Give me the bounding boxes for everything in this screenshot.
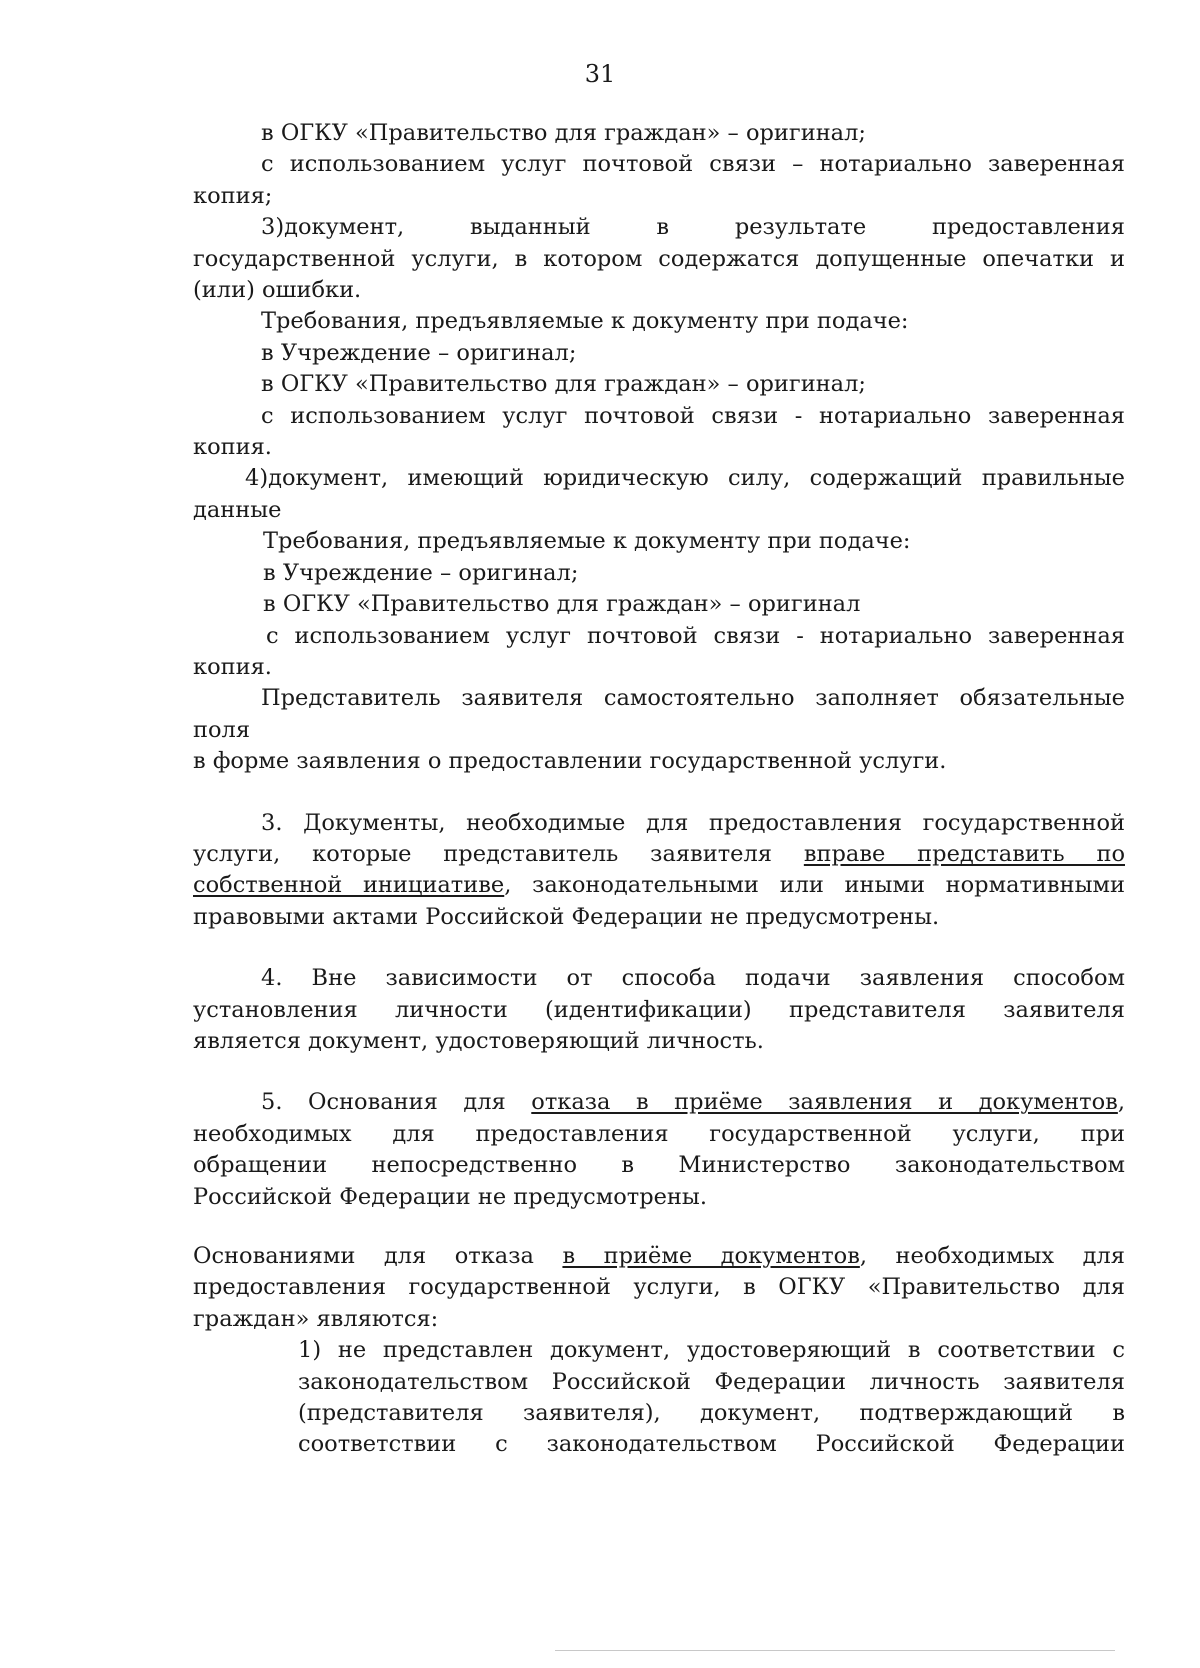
document-body xyxy=(193,118,1125,1461)
text-line xyxy=(193,839,1125,870)
text-line: (или) ошибки. xyxy=(193,277,362,304)
text-line: в Учреждение – оригинал; xyxy=(263,559,579,586)
spacer xyxy=(193,1213,1125,1241)
text-line: (представителя заявителя), документ, подтверждающий в xyxy=(298,1400,1125,1427)
text-line: 1) не представлен документ, удостоверяющий в соответствии с xyxy=(298,1337,1125,1364)
page-number: 31 xyxy=(584,60,616,88)
underlined-phrase: в приёме документов xyxy=(562,1243,860,1269)
text-line: правовыми актами Российской Федерации не предусмотрены. xyxy=(193,903,940,930)
text-line: необходимых для предоставления государственной услуги, при xyxy=(193,1120,1125,1147)
text-line: копия; xyxy=(193,182,273,209)
text-span: 5. Основания для xyxy=(261,1089,532,1116)
text-line: в форме заявления о предоставлении государственной услуги. xyxy=(193,748,947,775)
text-span: , необходимых для xyxy=(859,1243,1125,1269)
text-line: 4)документ, имеющий юридическую силу, содержащий правильные xyxy=(245,465,1125,492)
text-line: в ОГКУ «Правительство для граждан» – оригинал; xyxy=(261,371,866,398)
spacer xyxy=(193,778,1125,808)
text-line: поля xyxy=(193,716,251,743)
text-line: данные xyxy=(193,496,282,523)
text-line: Представитель заявителя самостоятельно заполняет обязательные xyxy=(261,685,1125,712)
text-span: , xyxy=(1117,1089,1125,1116)
text-line: в ОГКУ «Правительство для граждан» – оригинал; xyxy=(261,120,866,146)
text-line: в Учреждение – оригинал; xyxy=(261,339,577,366)
text-line: предоставления государственной услуги, в ОГКУ «Правительство для xyxy=(193,1274,1125,1301)
text-line xyxy=(193,1087,1125,1118)
text-line: с использованием услуг почтовой связи – нотариально заверенная xyxy=(261,151,1125,178)
text-line: граждан» являются: xyxy=(193,1305,439,1332)
text-line: Российской Федерации не предусмотрены. xyxy=(193,1183,707,1210)
text-line: 3)документ, выданный в результате предоставления xyxy=(261,214,1125,241)
text-line: в ОГКУ «Правительство для граждан» – оригинал xyxy=(263,591,861,618)
text-line: законодательством Российской Федерации личность заявителя xyxy=(298,1368,1125,1395)
text-line: с использованием услуг почтовой связи - нотариально заверенная xyxy=(261,402,1125,429)
text-line: является документ, удостоверяющий личность. xyxy=(193,1027,764,1054)
text-span: Основаниями для отказа xyxy=(193,1243,563,1269)
text-line: установления личности (идентификации) представителя заявителя xyxy=(193,996,1125,1023)
underlined-phrase: собственной инициативе xyxy=(193,872,505,899)
text-span: услуги, которые представитель заявителя xyxy=(193,840,804,867)
text-line: копия. xyxy=(193,653,272,680)
text-line: соответствии с законодательством Российской Федерации xyxy=(298,1431,1125,1458)
text-line xyxy=(193,870,1125,901)
text-line: обращении непосредственно в Министерство законодательством xyxy=(193,1152,1125,1179)
text-span: , законодательными или иными нормативными xyxy=(504,872,1125,899)
spacer xyxy=(193,1057,1125,1087)
text-line: государственной услуги, в котором содержатся допущенные опечатки и xyxy=(193,245,1125,272)
text-line: 3. Документы, необходимые для предоставления государственной xyxy=(261,809,1125,836)
text-line: 4. Вне зависимости от способа подачи заявления способом xyxy=(261,965,1125,992)
spacer xyxy=(193,933,1125,963)
text-line: с использованием услуг почтовой связи - нотариально заверенная xyxy=(266,622,1125,649)
underlined-phrase: вправе представить по xyxy=(803,840,1125,867)
text-line: копия. xyxy=(193,434,272,461)
footer-divider xyxy=(555,1650,1115,1651)
underlined-phrase: отказа в приёме заявления и документов xyxy=(531,1089,1118,1116)
text-line: Требования, предъявляемые к документу при подаче: xyxy=(263,528,911,555)
text-line xyxy=(193,1241,1125,1272)
text-line: Требования, предъявляемые к документу при подаче: xyxy=(261,308,909,335)
